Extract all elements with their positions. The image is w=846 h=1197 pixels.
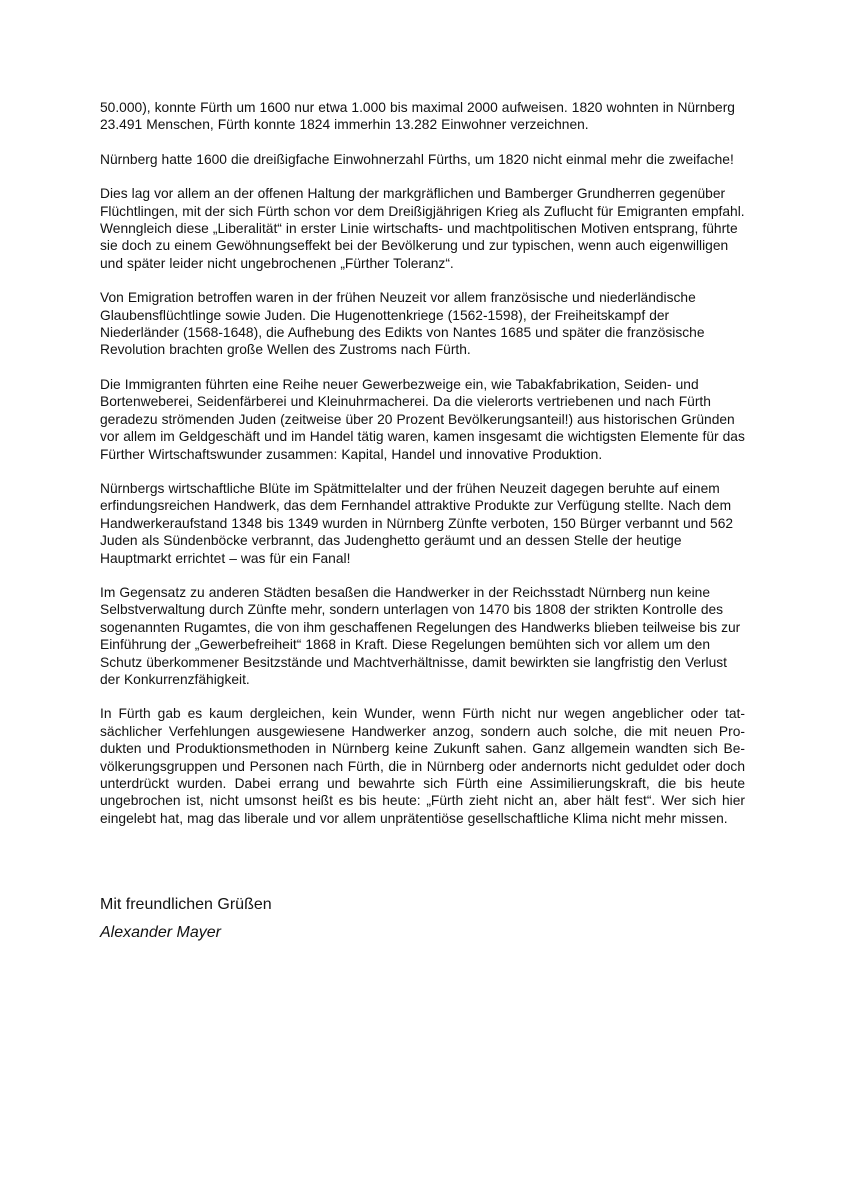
paragraph-immigranten-gewerbe: Die Immigranten führten eine Reihe neuer Gewerbezweige ein, wie Tabakfabrikation, Seiden- und Bortenweberei, Seidenfärberei und Kleinuhrmacherei. Da die vielerorts vertriebenen und nach Fürth geradezu strömenden Juden (zeitweise über 20 Prozent Bevölkerungsanteil!) aus historischen Gründen vor allem im Geldgeschäft und im Handel tätig waren, kamen insgesamt die wichtigsten Elemente für das Fürther Wirtschaftswunder zusammen: Kapital, Handel und innovative Produktion. [100, 376, 745, 462]
paragraph-rugamt: Im Gegensatz zu anderen Städten besaßen die Handwerker in der Reichsstadt Nürnberg nun keine Selbstverwaltung durch Zünfte mehr, sondern unterlagen von 1470 bis 1808 der strikten Kontrolle des sogenannten Rugamtes, die von ihm geschaffenen Regelungen des Handwerks blieben teilweise bis zur Einführung der „Gewerbefreiheit“ 1868 in Kraft. Diese Regelungen bemühten sich vor allem um den Schutz überkommener Besitzstände und Machtverhältnisse, damit bewirkten sie langfristig den Verlust der Konkurrenzfähigkeit. [100, 584, 741, 687]
closing-signature: Alexander Mayer [100, 924, 221, 942]
closing-signoff: Mit freundlichen Grüßen [100, 896, 272, 914]
letter-body [100, 99, 745, 943]
paragraph-emigration: Von Emigration betroffen waren in der frühen Neuzeit vor allem französische und niederländische Glaubensflüchtlinge sowie Juden. Die Hugenottenkriege (1562-1598), der Freiheitskampf der Niederländer (1568-1648), die Aufhebung des Edikts von Nantes 1685 und später die französische Revolution brachten große Wellen des Zustroms nach Fürth. [100, 290, 705, 358]
paragraph-fuerth-assimilierung: In Fürth gab es kaum dergleichen, kein Wunder, wenn Fürth nicht nur wegen angeblicher oder tatsächlicher Verfehlungen ausgewiesene Handwerker anzog, sondern auch solche, die mit neuen Produkten und Produktionsmethoden in Nürnberg keine Zukunft sahen. Ganz allgemein wandten sich Bevölkerungsgruppen und Personen nach Fürth, die in Nürnberg oder andernorts nicht geduldet oder doch unterdrückt wurden. Dabei errang und bewahrte sich Fürth eine Assimilierungskraft, die bis heute ungebrochen ist, nicht umsonst heißt es bis heute: „Fürth zieht nicht an, aber hält fest“. Wer sich hier eingelebt hat, mag das liberale und vor allem unprätentiöse gesellschaftliche Klima nicht mehr missen. [100, 706, 745, 826]
paragraph-population-comparison: Nürnberg hatte 1600 die dreißigfache Einwohnerzahl Fürths, um 1820 nicht einmal mehr die zweifache! [100, 151, 734, 167]
paragraph-grundherren-toleranz: Dies lag vor allem an der offenen Haltung der markgräflichen und Bamberger Grundherren gegenüber Flüchtlingen, mit der sich Fürth schon vor dem Dreißigjährigen Krieg als Zuflucht für Emigranten empfahl. Wenngleich diese „Liberalität“ in erster Linie wirtschafts- und machtpolitischen Motiven entsprang, führte sie doch zu einem Gewöhnungseffekt bei der Bevölkerung und zur typischen, wenn auch eigenwilligen und später leider nicht ungebrochenen „Fürther Toleranz“. [100, 186, 745, 271]
paragraph-nuernberg-handwerk: Nürnbergs wirtschaftliche Blüte im Spätmittelalter und der frühen Neuzeit dagegen beruhte auf einem erfindungsreichen Handwerk, das dem Fernhandel attraktive Produkte zur Verfügung stellte. Nach dem Handwerkeraufstand 1348 bis 1349 wurden in Nürnberg Zünfte verboten, 150 Bürger verbannt und 562 Juden als Sündenböcke verbrannt, das Judenghetto geräumt und an dessen Stelle der heutige Hauptmarkt errichtet – was für ein Fanal! [100, 480, 734, 566]
paragraph-population-figures: 50.000), konnte Fürth um 1600 nur etwa 1.000 bis maximal 2000 aufweisen. 1820 wohnten in Nürnberg 23.491 Menschen, Fürth konnte 1824 immerhin 13.282 Einwohner verzeichnen. [100, 100, 735, 133]
